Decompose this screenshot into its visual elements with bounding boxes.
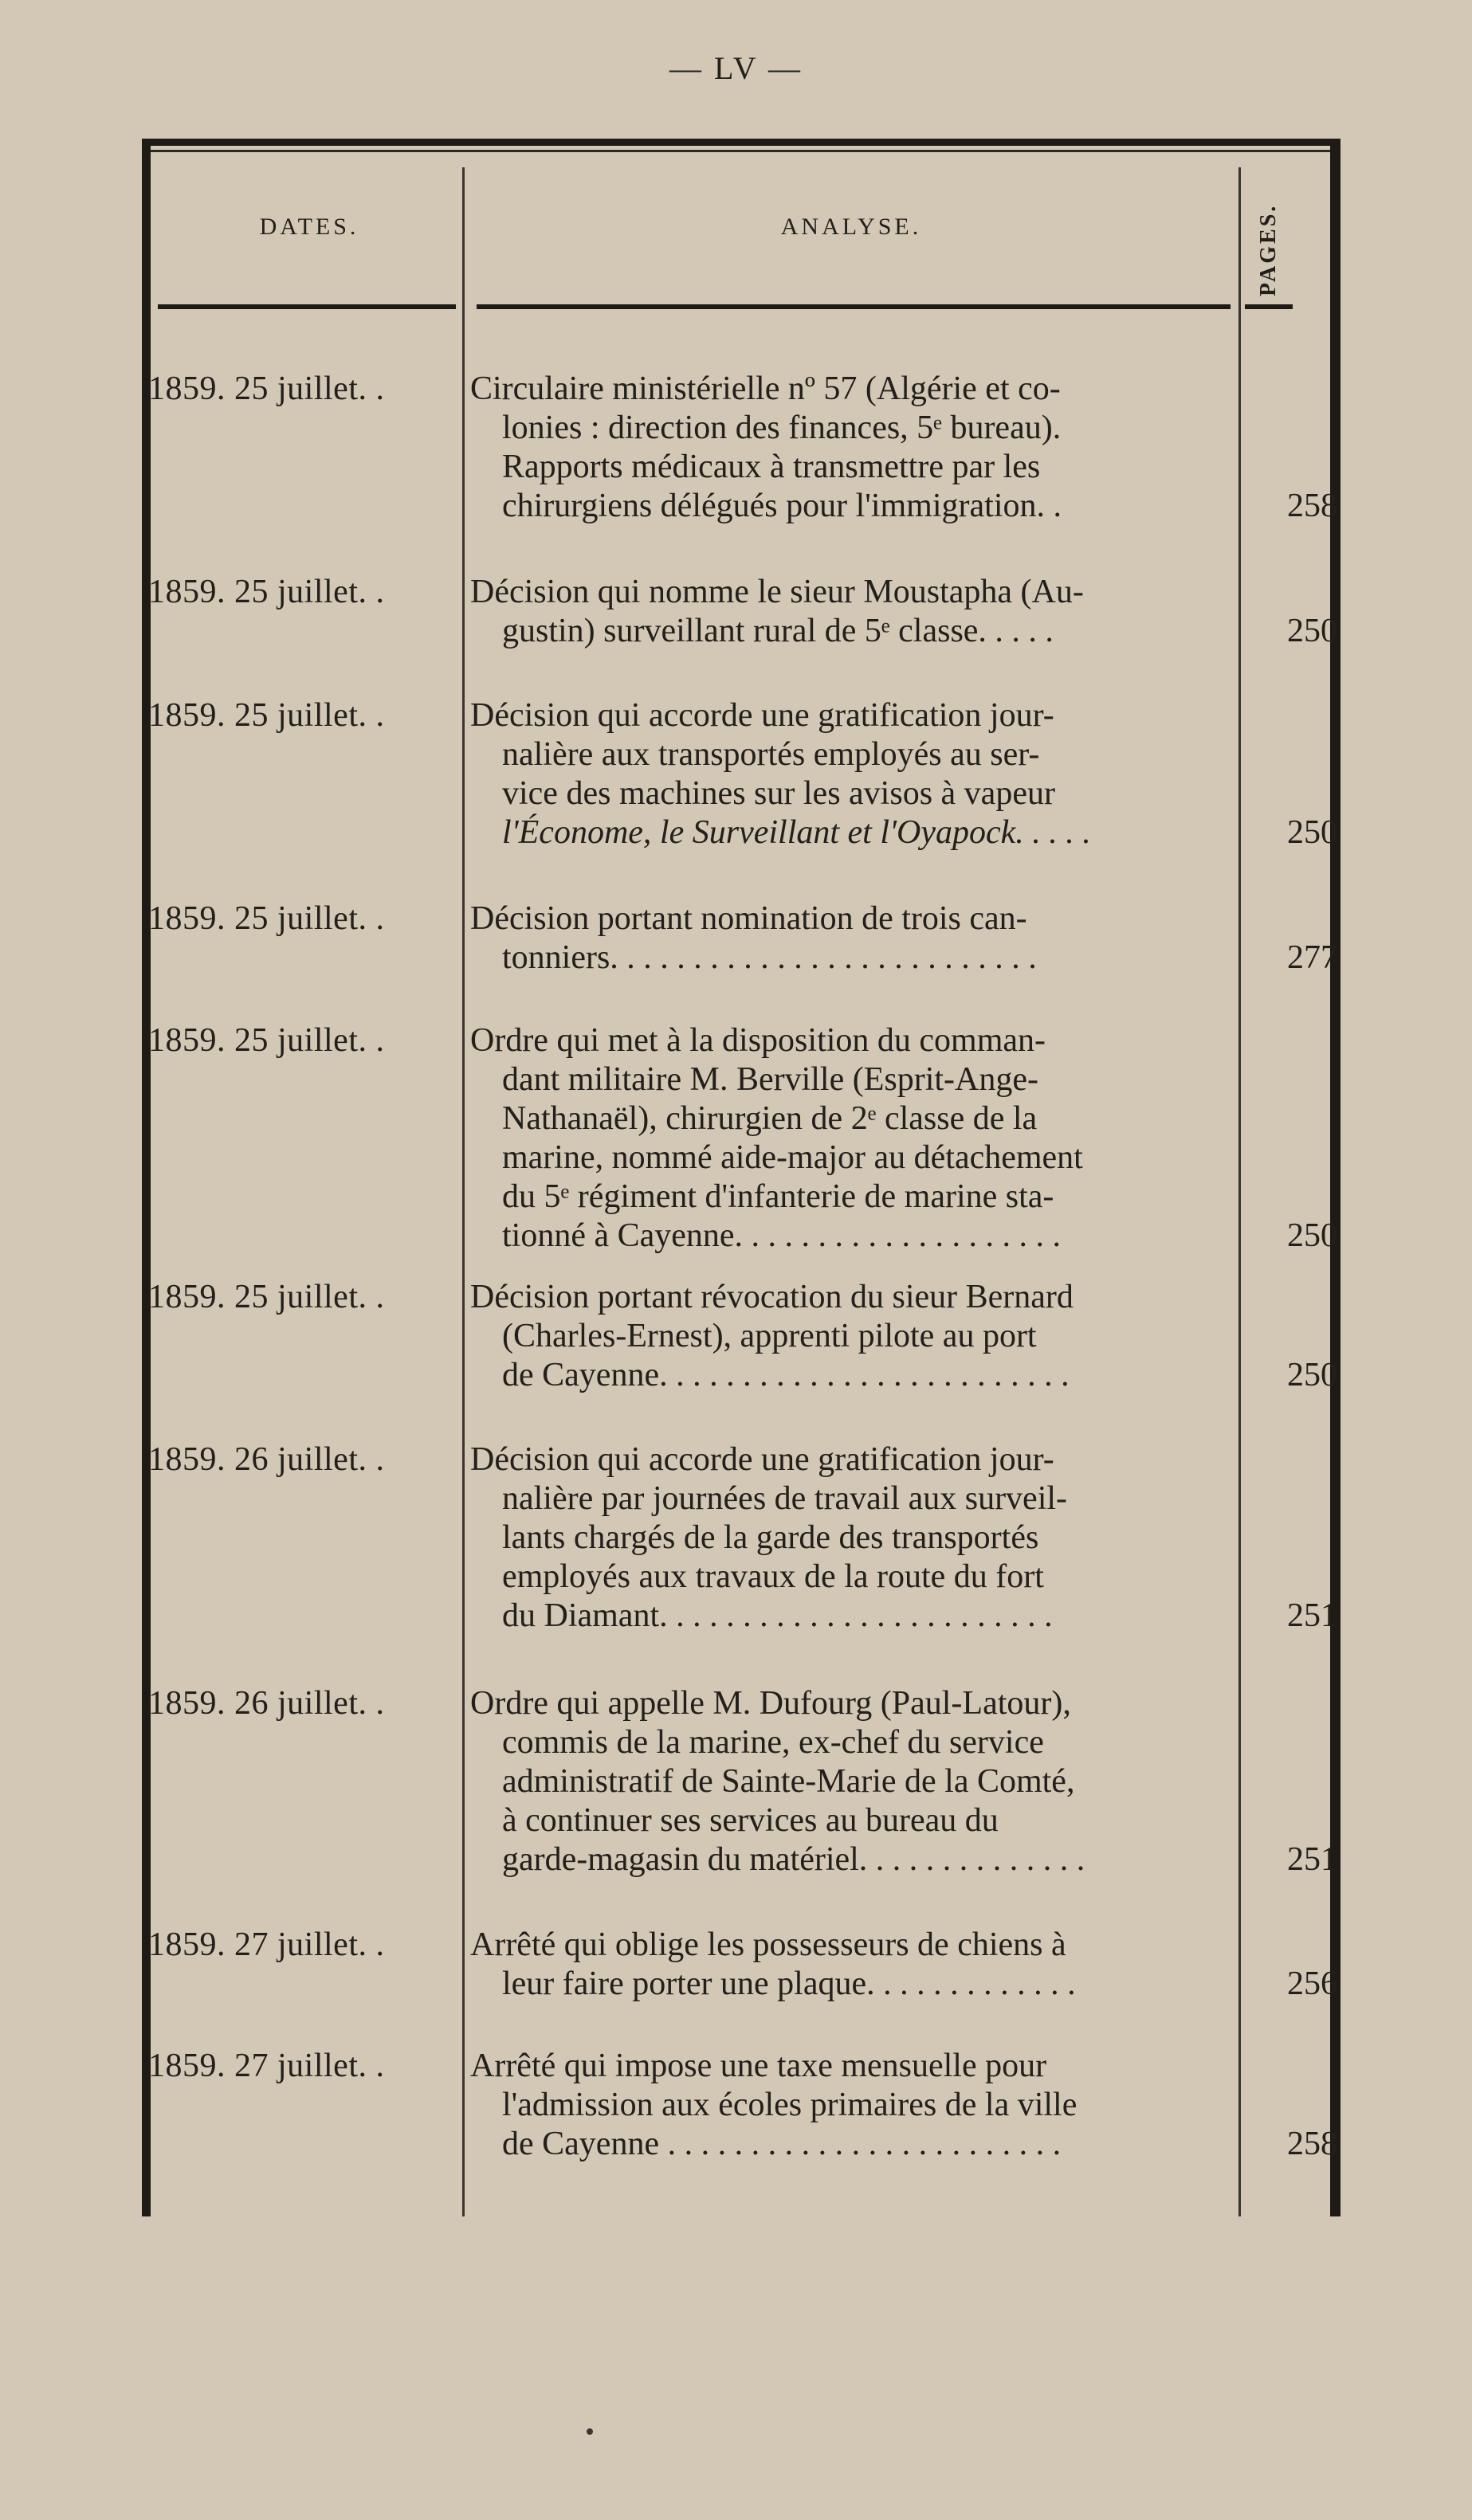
analysis-line: tonniers. . . . . . . . . . . . . . . . . . . . . . . . . . bbox=[502, 939, 1037, 976]
analysis-line: Ordre qui met à la disposition du comman- bbox=[470, 1022, 1046, 1059]
entry-date: 1859. 27 juillet. . bbox=[148, 2048, 385, 2084]
analysis-line: marine, nommé aide-major au détachement bbox=[502, 1139, 1083, 1176]
ink-speck bbox=[587, 2428, 593, 2435]
analysis-line: lants chargés de la garde des transportés bbox=[502, 1519, 1039, 1556]
analysis-line: employés aux travaux de la route du fort bbox=[502, 1558, 1044, 1595]
analysis-line: vice des machines sur les avisos à vapeur bbox=[502, 775, 1055, 812]
entry-date: 1859. 26 juillet. . bbox=[148, 1685, 385, 1722]
entry-page: 258 bbox=[1287, 488, 1337, 524]
entry-date: 1859. 27 juillet. . bbox=[148, 1926, 385, 1963]
analysis-line: l'Économe, le Surveillant et l'Oyapock. . . . . bbox=[502, 814, 1091, 851]
table-top-rule-thin bbox=[142, 150, 1341, 152]
analysis-line: du Diamant. . . . . . . . . . . . . . . . . . . . . . . . bbox=[502, 1597, 1053, 1634]
analysis-line: de Cayenne . . . . . . . . . . . . . . . . . . . . . . . . bbox=[502, 2126, 1062, 2162]
analysis-line: administratif de Sainte-Marie de la Comté, bbox=[502, 1763, 1075, 1800]
entry-date: 1859. 26 juillet. . bbox=[148, 1441, 385, 1478]
analysis-line: nalière aux transportés employés au ser- bbox=[502, 736, 1040, 773]
entry-page: 250 bbox=[1287, 1217, 1337, 1254]
entry-analysis bbox=[470, 899, 1229, 978]
analysis-line: de Cayenne. . . . . . . . . . . . . . . . . . . . . . . . . bbox=[502, 1357, 1070, 1393]
entry-page: 277 bbox=[1287, 939, 1337, 976]
entry-page: 251 bbox=[1287, 1597, 1337, 1634]
entry-date: 1859. 25 juillet. . bbox=[148, 1022, 385, 1059]
analysis-line: du 5ᵉ régiment d'infanterie de marine sta- bbox=[502, 1178, 1054, 1215]
entry-analysis bbox=[470, 1440, 1229, 1636]
analysis-line: dant militaire M. Berville (Esprit-Ange- bbox=[502, 1061, 1038, 1098]
entry-analysis bbox=[470, 573, 1229, 651]
column-divider-pages bbox=[1238, 167, 1241, 2216]
table-left-border bbox=[142, 139, 151, 2216]
analysis-line: leur faire porter une plaque. . . . . . . . . . . . . bbox=[502, 1965, 1076, 2002]
page-header: — LV — bbox=[669, 50, 803, 86]
column-header-analyse: ANALYSE. bbox=[780, 214, 922, 240]
analysis-line: (Charles-Ernest), apprenti pilote au port bbox=[502, 1318, 1037, 1354]
table-top-rule bbox=[142, 139, 1341, 146]
analysis-line: lonies : direction des finances, 5ᵉ bureau). bbox=[502, 410, 1062, 446]
analysis-line: gustin) surveillant rural de 5ᵉ classe. . . . . bbox=[502, 613, 1054, 649]
entry-analysis bbox=[470, 1021, 1229, 1256]
entry-page: 256 bbox=[1287, 1965, 1337, 2002]
entry-analysis bbox=[470, 696, 1229, 852]
analysis-line: Décision portant nomination de trois can- bbox=[470, 900, 1027, 937]
entry-page: 250 bbox=[1287, 1357, 1337, 1393]
column-divider-dates bbox=[462, 167, 465, 2216]
analysis-line: chirurgiens délégués pour l'immigration. . bbox=[502, 488, 1062, 524]
analysis-line: Décision qui accorde une gratification jour- bbox=[470, 697, 1054, 734]
analysis-line: Décision qui nomme le sieur Moustapha (Au- bbox=[470, 574, 1084, 610]
analysis-line: Circulaire ministérielle nº 57 (Algérie et co- bbox=[470, 370, 1061, 407]
analysis-line: tionné à Cayenne. . . . . . . . . . . . . . . . . . . . bbox=[502, 1217, 1062, 1254]
analysis-line: l'admission aux écoles primaires de la ville bbox=[502, 2087, 1078, 2123]
entry-page: 258 bbox=[1287, 2126, 1337, 2162]
analysis-line: Nathanaël), chirurgien de 2ᵉ classe de la bbox=[502, 1100, 1038, 1137]
index-table bbox=[142, 139, 1341, 2216]
entry-analysis bbox=[470, 1684, 1229, 1879]
analysis-line: Décision qui accorde une gratification jour- bbox=[470, 1441, 1054, 1478]
entry-analysis bbox=[470, 1278, 1229, 1395]
column-header-pages: PAGES. bbox=[1256, 203, 1281, 296]
header-rule-pages bbox=[1245, 304, 1293, 309]
analysis-line: Arrêté qui impose une taxe mensuelle pour bbox=[470, 2048, 1047, 2084]
entry-analysis bbox=[470, 1926, 1229, 2004]
entry-analysis bbox=[470, 2047, 1229, 2164]
analysis-line: Décision portant révocation du sieur Bernard bbox=[470, 1279, 1074, 1315]
analysis-line: garde-magasin du matériel. . . . . . . . . . . . . . bbox=[502, 1841, 1085, 1878]
analysis-line: commis de la marine, ex-chef du service bbox=[502, 1724, 1044, 1761]
table-right-border bbox=[1330, 139, 1341, 2216]
analysis-line: nalière par journées de travail aux surveil- bbox=[502, 1480, 1068, 1517]
header-rule-dates bbox=[158, 304, 456, 309]
analysis-line: Ordre qui appelle M. Dufourg (Paul-Latour), bbox=[470, 1685, 1071, 1722]
entry-analysis bbox=[470, 370, 1229, 526]
entry-date: 1859. 25 juillet. . bbox=[148, 697, 385, 734]
entry-page: 250 bbox=[1287, 613, 1337, 649]
analysis-line: à continuer ses services au bureau du bbox=[502, 1802, 999, 1839]
entry-page: 250 bbox=[1287, 814, 1337, 851]
entry-date: 1859. 25 juillet. . bbox=[148, 900, 385, 937]
analysis-line: Rapports médicaux à transmettre par les bbox=[502, 449, 1041, 485]
entry-date: 1859. 25 juillet. . bbox=[148, 1279, 385, 1315]
entry-date: 1859. 25 juillet. . bbox=[148, 574, 385, 610]
header-rule-analyse bbox=[477, 304, 1231, 309]
entry-date: 1859. 25 juillet. . bbox=[148, 370, 385, 407]
column-header-dates: DATES. bbox=[259, 214, 359, 240]
entry-page: 251 bbox=[1287, 1841, 1337, 1878]
analysis-line: Arrêté qui oblige les possesseurs de chiens à bbox=[470, 1926, 1066, 1963]
